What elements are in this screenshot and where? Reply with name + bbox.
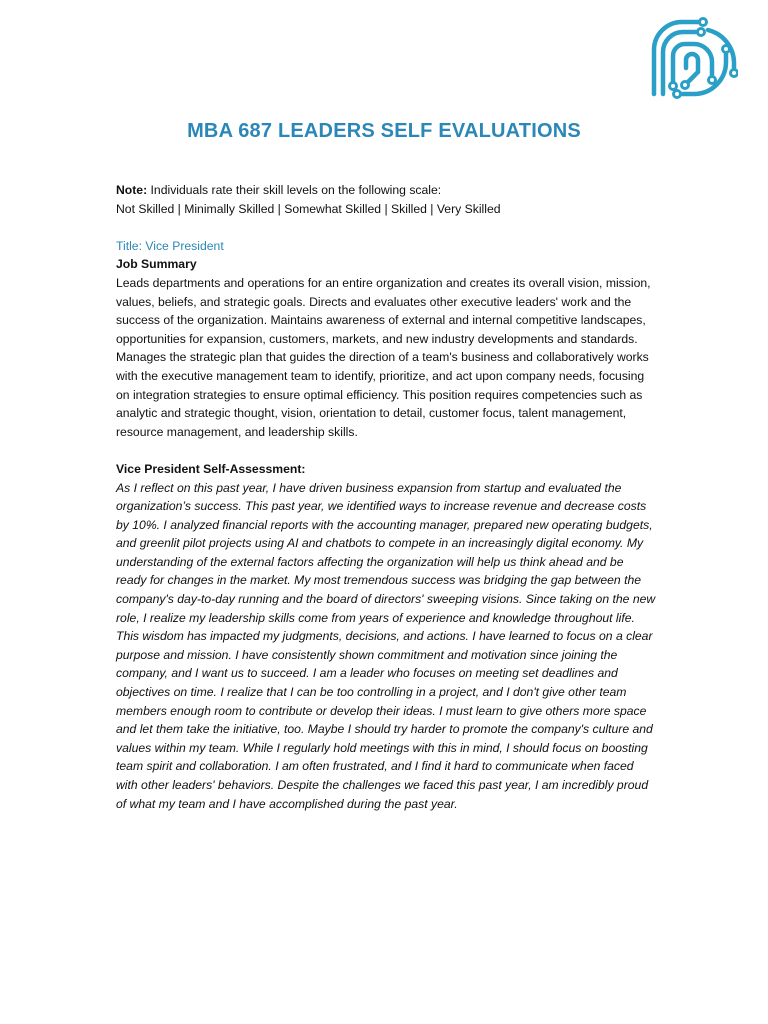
note-text: Individuals rate their skill levels on the following scale: xyxy=(147,183,442,197)
self-assessment-heading: Vice President Self-Assessment: xyxy=(116,461,306,476)
skill-scale: Not Skilled | Minimally Skilled | Somewhat Skilled | Skilled | Very Skilled xyxy=(116,201,501,216)
note-label: Note: xyxy=(116,183,148,197)
job-summary-text: Leads departments and operations for an entire organization and creates its overall vision, mission, values, beliefs, and strategic goals. Directs and evaluates other executive leaders' work and the success of the organization. Maintains awareness of external and internal competitive landscapes, opportunities for expansion, customers, markets, and new industry developments and standards. Manages the strategic plan that guides the direction of a team's business and collaboratively works with the executive management team to identify, prioritize, and act upon company needs, focusing on integration strategies to ensure optimal efficiency. This position requires competencies such as analytic and strategic thought, vision, orientation to detail, customer focus, talent management, resource management, and leadership skills. xyxy=(116,275,651,439)
job-summary-heading: Job Summary xyxy=(116,257,197,272)
job-title: Title: Vice President xyxy=(116,238,224,253)
circuit-d-logo-icon xyxy=(648,16,738,102)
self-assessment-text: As I reflect on this past year, I have driven business expansion from startup and evaluated the organization’s success. This past year, we identified ways to increase revenue and decrease costs by 10%. I analyzed financial reports with the accounting manager, prepared new operating budgets, and greenlit pilot projects using AI and chatbots to compete in an increasingly digital economy. My understanding of the external factors affecting the organization will help us think ahead and be ready for changes in the market. My most tremendous success was bridging the gap between the company's day-to-day running and the board of directors' sweeping visions. Since taking on the new role, I realize my leadership skills come from years of experience and knowledge throughout life. This wisdom has impacted my judgments, decisions, and actions. I have learned to focus on a clear purpose and mission. I have consistently shown commitment and motivation since joining the company, and I want us to succeed. I am a leader who focuses on meeting set deadlines and objectives on time. I realize that I can be too controlling in a project, and I don't give other team members enough room to contribute or develop their ideas. I must learn to give others more space and let them take the initiative, too. Maybe I should try harder to promote the company's culture and values within my team. While I regularly hold meetings with this in mind, I should focus on boosting team spirit and collaboration. I am often frustrated, and I find it hard to communicate when faced with other leaders' behaviors. Despite the challenges we faced this past year, I am incredibly proud of what my team and I have accomplished during the past year. xyxy=(116,480,656,811)
document-body xyxy=(116,181,656,813)
note-line xyxy=(116,181,656,200)
document-title: MBA 687 LEADERS SELF EVALUATIONS xyxy=(187,120,581,142)
